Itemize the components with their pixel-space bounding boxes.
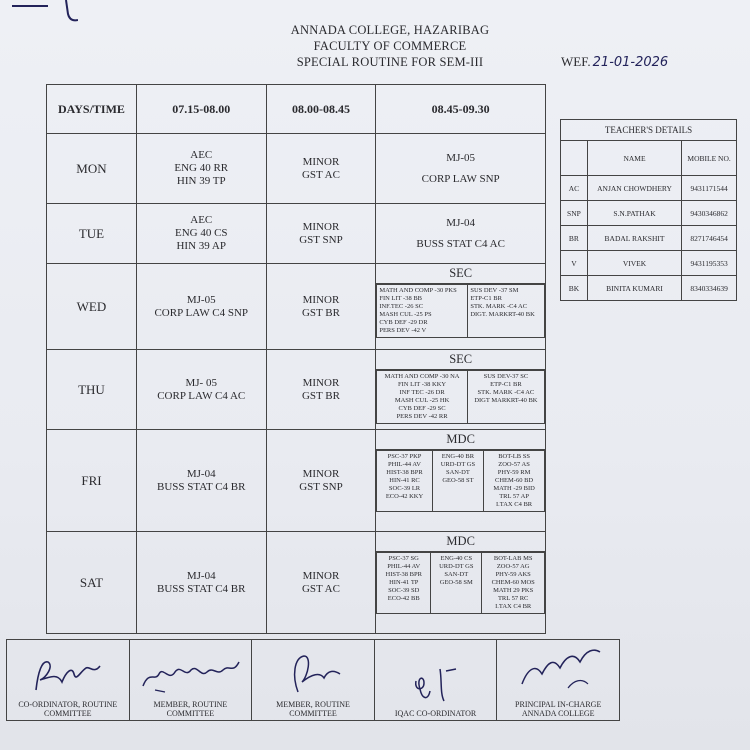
sec-entry: ETP-C1 BR xyxy=(470,295,502,302)
signature-label: MEMBER, ROUTINE COMMITTEE xyxy=(276,700,350,718)
document-header xyxy=(260,22,520,70)
teacher-code: V xyxy=(561,251,588,276)
handwritten-signature-icon xyxy=(28,652,108,694)
sec-entry: STK. MARK -C4 AC xyxy=(470,303,528,310)
mdc-entry: URD-DT GS xyxy=(440,461,476,468)
mdc-entry: HIST-38 BPR xyxy=(385,571,422,578)
course-entry: HIN 39 AP xyxy=(176,240,226,252)
period-2-cell xyxy=(266,350,376,430)
teacher-name: VIVEK xyxy=(587,251,681,276)
routine-header-row xyxy=(47,85,546,134)
mdc-entry: MATH 29 PKS xyxy=(493,587,534,594)
sec-entry: MASH CUL -25 PS xyxy=(379,311,432,318)
wef-label: WEF. xyxy=(561,54,591,69)
course-entry: GST BR xyxy=(301,306,340,319)
sec-entry: PERS DEV -42 V xyxy=(379,327,427,334)
day-label: WED xyxy=(47,264,137,350)
mdc-entry: SOC-39 SD xyxy=(388,587,420,594)
sec-entry: STK. MARK -C4 AC xyxy=(477,389,535,396)
sec-entry: SUS DEV-37 SC xyxy=(483,373,529,380)
wef-date xyxy=(561,54,668,70)
mdc-entry: SOC-39 LR xyxy=(388,485,421,492)
course-entry: BUSS STAT C4 BR xyxy=(157,480,246,493)
course-type: AEC xyxy=(190,149,213,161)
period-3-cell xyxy=(376,350,546,430)
teacher-row xyxy=(561,226,737,251)
course-entry: GST SNP xyxy=(299,233,343,246)
course-type: MINOR xyxy=(302,220,340,233)
mdc-entry: PHIL-44 AV xyxy=(387,563,421,570)
handwritten-signature-icon xyxy=(278,652,348,694)
course-type: MJ-04 xyxy=(186,467,216,480)
mdc-entry: I.TAX C4 BR xyxy=(495,603,532,610)
sec-subtable xyxy=(376,284,545,338)
mdc-list-a xyxy=(377,553,431,614)
course-type: MJ-05 xyxy=(446,151,476,164)
teacher-code: AC xyxy=(561,176,588,201)
sec-entry: DIGT MARKRT-40 BK xyxy=(474,397,538,404)
signature-table xyxy=(6,639,620,721)
handwritten-signature-icon xyxy=(508,644,608,694)
col-header-period-3: 08.45-09.30 xyxy=(376,85,546,134)
routine-row-mon xyxy=(47,134,546,204)
course-type: MINOR xyxy=(302,293,340,306)
routine-row-tue xyxy=(47,204,546,264)
teacher-code: SNP xyxy=(561,201,588,226)
period-2-cell xyxy=(266,532,376,634)
code-header xyxy=(561,141,588,176)
course-entry: BUSS STAT C4 AC xyxy=(416,237,505,250)
day-label: SAT xyxy=(47,532,137,634)
mdc-entry: ZOO-57 AS xyxy=(498,461,530,468)
mdc-entry: SAN-DT xyxy=(444,571,469,578)
period-1-cell xyxy=(136,134,266,204)
faculty-name: FACULTY OF COMMERCE xyxy=(313,39,467,53)
course-entry: HIN 39 TP xyxy=(176,175,226,187)
routine-row-wed xyxy=(47,264,546,350)
mdc-entry: GEO-58 ST xyxy=(442,477,474,484)
course-entry: ENG 40 CS xyxy=(174,227,228,239)
course-entry: CORP LAW C4 SNP xyxy=(154,306,249,319)
day-label: FRI xyxy=(47,430,137,532)
mdc-entry: ENG-40 BR xyxy=(441,453,475,460)
course-type: MJ-04 xyxy=(446,216,476,229)
signature-block xyxy=(7,640,130,721)
routine-title: SPECIAL ROUTINE FOR SEM-III xyxy=(296,55,484,69)
period-3-cell xyxy=(376,264,546,350)
course-entry: BUSS STAT C4 BR xyxy=(157,582,246,595)
sec-list-right xyxy=(468,285,545,338)
mdc-entry: TRL 57 RC xyxy=(497,595,529,602)
period-1-cell xyxy=(136,532,266,634)
teacher-name: S.N.PATHAK xyxy=(587,201,681,226)
mdc-list-c xyxy=(484,451,545,512)
teachers-header-row xyxy=(561,141,737,176)
col-header-period-2: 08.00-08.45 xyxy=(266,85,376,134)
teacher-code: BR xyxy=(561,226,588,251)
course-type: MINOR xyxy=(302,467,340,480)
mdc-entry: ZOO-57 AG xyxy=(496,563,530,570)
course-type: MINOR xyxy=(302,376,340,389)
mdc-subtable xyxy=(376,552,545,614)
mdc-entry: ECO-42 KKY xyxy=(385,493,424,500)
wef-handwritten-date: 21-01-2026 xyxy=(592,55,669,70)
sec-entry: MATH AND COMP -30 PKS xyxy=(379,287,457,294)
course-entry: ENG 40 RR xyxy=(174,162,229,174)
teacher-mobile: 9430346862 xyxy=(682,201,737,226)
teacher-row xyxy=(561,176,737,201)
signature-label: PRINCIPAL IN-CHARGE ANNADA COLLEGE xyxy=(515,700,602,718)
mdc-list-a xyxy=(377,451,432,512)
mdc-entry: ENG-40 CS xyxy=(440,555,473,562)
period-2-cell xyxy=(266,430,376,532)
sec-entry: FIN LIT -38 BB xyxy=(379,295,423,302)
period-1-cell xyxy=(136,204,266,264)
mdc-entry: ECO-42 BB xyxy=(387,595,420,602)
mdc-entry: PHY-59 AKS xyxy=(495,571,531,578)
sec-entry: INF TEC -26 DR xyxy=(399,389,445,396)
course-entry: GST AC xyxy=(301,168,340,181)
routine-row-thu xyxy=(47,350,546,430)
period-2-cell xyxy=(266,264,376,350)
routine-table xyxy=(46,84,546,634)
day-label: MON xyxy=(47,134,137,204)
signature-block xyxy=(252,640,375,721)
mdc-list-b xyxy=(431,553,482,614)
mobile-header: MOBILE NO. xyxy=(682,141,737,176)
teacher-name: BINITA KUMARI xyxy=(587,276,681,301)
mdc-entry: I.TAX C4 BR xyxy=(496,501,533,508)
sec-entry: ETP-C1 BR xyxy=(490,381,522,388)
period-3-cell xyxy=(376,134,546,204)
name-header: NAME xyxy=(587,141,681,176)
mdc-entry: MATH -29 BID xyxy=(493,485,535,492)
period-3-cell xyxy=(376,430,546,532)
sec-subtable xyxy=(376,370,545,424)
col-header-period-1: 07.15-08.00 xyxy=(136,85,266,134)
period-1-cell xyxy=(136,430,266,532)
period-2-cell xyxy=(266,134,376,204)
pen-mark-icon xyxy=(8,0,78,22)
sec-entry: FIN LIT -38 KKY xyxy=(398,381,447,388)
handwritten-signature-icon xyxy=(406,661,466,703)
course-entry: GST BR xyxy=(301,389,340,402)
mdc-entry: BOT-LB SS xyxy=(498,453,530,460)
mdc-entry: HIST-38 BPR xyxy=(386,469,423,476)
mdc-entry: PHIL-44 AV xyxy=(388,461,421,468)
sec-entry: MASH CUL -25 HK xyxy=(394,397,450,404)
col-header-days: DAYS/TIME xyxy=(47,85,137,134)
mdc-entry: CHEM-60 BD xyxy=(495,477,534,484)
period-1-cell xyxy=(136,264,266,350)
mdc-entry: GEO-58 SM xyxy=(439,579,473,586)
period-3-cell xyxy=(376,532,546,634)
sec-list-left xyxy=(377,371,467,424)
period-3-cell xyxy=(376,204,546,264)
signature-label: CO-ORDINATOR, ROUTINE COMMITTEE xyxy=(18,700,118,718)
mdc-heading: MDC xyxy=(376,430,545,450)
signature-block xyxy=(129,640,252,721)
teacher-mobile: 8340334639 xyxy=(682,276,737,301)
period-1-cell xyxy=(136,350,266,430)
day-label: THU xyxy=(47,350,137,430)
course-entry: GST SNP xyxy=(299,480,343,493)
teacher-row xyxy=(561,201,737,226)
signature-label: MEMBER, ROUTINE COMMITTEE xyxy=(153,700,228,718)
sec-entry: CYB DEF -29 DR xyxy=(379,319,428,326)
mdc-entry: HIN-41 RC xyxy=(389,477,420,484)
teacher-mobile: 9431195353 xyxy=(682,251,737,276)
teacher-name: ANJAN CHOWDHERY xyxy=(587,176,681,201)
teacher-mobile: 8271746454 xyxy=(682,226,737,251)
mdc-entry: PSC-37 SG xyxy=(388,555,419,562)
teacher-name: BADAL RAKSHIT xyxy=(587,226,681,251)
teacher-row xyxy=(561,251,737,276)
sec-list-right xyxy=(467,371,544,424)
course-type: MJ-04 xyxy=(186,569,216,582)
course-entry: CORP LAW SNP xyxy=(421,172,500,185)
teachers-table xyxy=(560,119,737,301)
course-entry: CORP LAW C4 AC xyxy=(157,389,246,402)
mdc-entry: PHY-59 RM xyxy=(497,469,531,476)
sec-entry: CYB DEF -29 SC xyxy=(398,405,446,412)
day-label: TUE xyxy=(47,204,137,264)
mdc-entry: URD-DT GS xyxy=(439,563,474,570)
mdc-entry: HIN-41 TP xyxy=(389,579,419,586)
sec-heading: SEC xyxy=(376,350,545,370)
course-type: MINOR xyxy=(302,569,340,582)
mdc-entry: TRL 57 AP xyxy=(499,493,529,500)
college-name: ANNADA COLLEGE, HAZARIBAG xyxy=(290,23,490,37)
mdc-subtable xyxy=(376,450,545,512)
sec-entry: MATH AND COMP -30 NA xyxy=(384,373,460,380)
sec-list-left xyxy=(377,285,468,338)
mdc-list-b xyxy=(432,451,483,512)
mdc-heading: MDC xyxy=(376,532,545,552)
routine-row-fri xyxy=(47,430,546,532)
sec-entry: PERS DEV -42 RR xyxy=(396,413,448,420)
teachers-title: TEACHER'S DETAILS xyxy=(561,120,737,141)
teacher-row xyxy=(561,276,737,301)
mdc-list-c xyxy=(482,553,545,614)
teacher-code: BK xyxy=(561,276,588,301)
sec-entry: INF.TEC -26 SC xyxy=(379,303,424,310)
mdc-entry: SAN-DT xyxy=(446,469,470,476)
course-type: MJ- 05 xyxy=(185,376,217,389)
signature-block xyxy=(497,640,620,721)
sec-heading: SEC xyxy=(376,264,545,284)
signature-block xyxy=(374,640,497,721)
mdc-entry: PSC-37 PKP xyxy=(387,453,422,460)
course-type: AEC xyxy=(190,214,213,226)
teacher-mobile: 9431171544 xyxy=(682,176,737,201)
sec-entry: SUS DEV -37 SM xyxy=(470,287,519,294)
course-type: MJ-05 xyxy=(186,293,216,306)
signature-label: IQAC CO-ORDINATOR xyxy=(394,709,477,718)
period-2-cell xyxy=(266,204,376,264)
course-entry: GST AC xyxy=(301,582,340,595)
course-type: MINOR xyxy=(302,155,340,168)
routine-row-sat xyxy=(47,532,546,634)
mdc-entry: CHEM-60 MOS xyxy=(491,579,535,586)
handwritten-signature-icon xyxy=(135,652,245,694)
sec-entry: DIGT. MARKRT-40 BK xyxy=(470,311,535,318)
mdc-entry: BOT-LAB MS xyxy=(493,555,533,562)
